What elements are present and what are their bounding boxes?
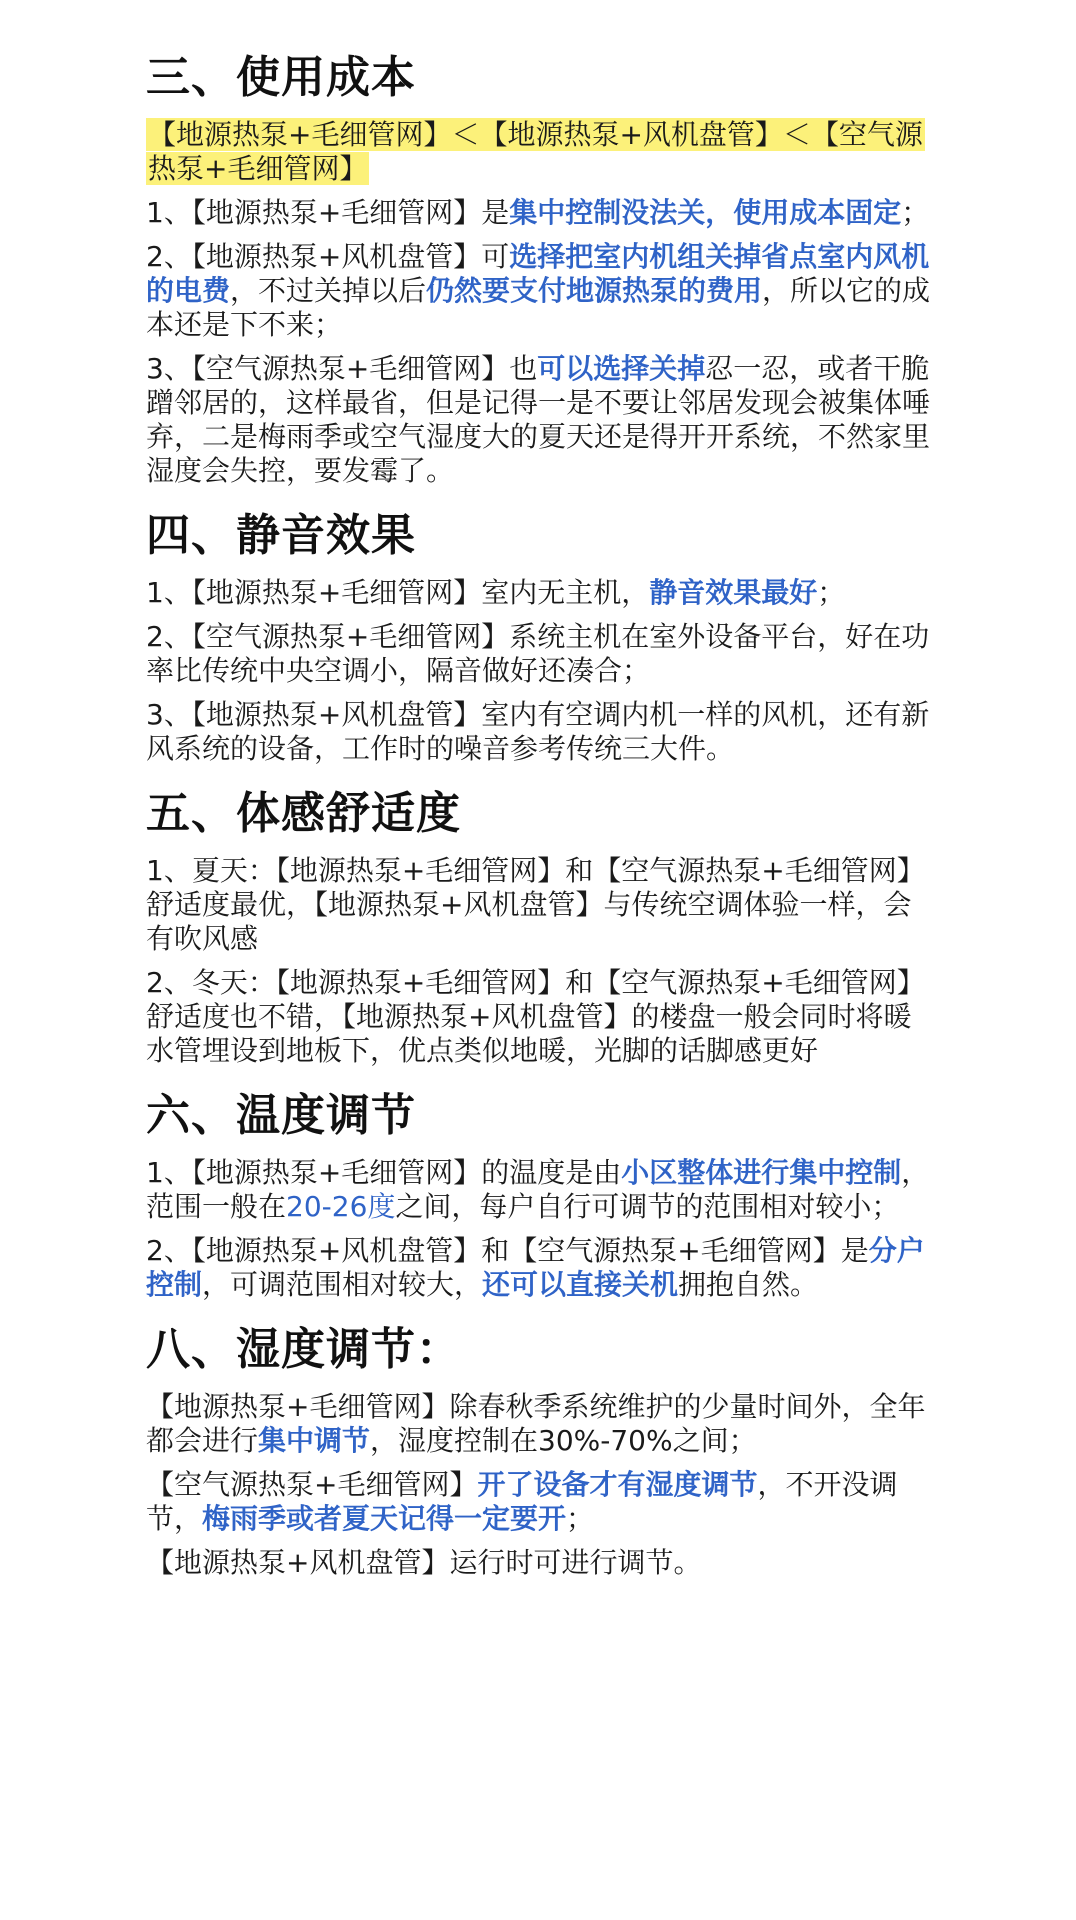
emphasis-text: 小区整体进行集中控制 xyxy=(621,1156,902,1189)
emphasis-text: 开了设备才有湿度调节 xyxy=(477,1468,758,1501)
text-span: ，可调范围相对较大， xyxy=(202,1268,483,1301)
paragraph xyxy=(146,1468,936,1536)
section-title: 六、温度调节 xyxy=(146,1090,416,1141)
text-span: 1、夏天：【地源热泵+毛细管网】和【空气源热泵+毛细管网】舒适度最优，【地源热泵+风机盘管】与传统空调体验一样，会有吹风感 xyxy=(146,854,925,955)
paragraph xyxy=(146,966,936,1068)
text-span: 拥抱自然。 xyxy=(678,1268,819,1301)
text-span: 【地源热泵+毛细管网】除春秋季系统维护的少量时间外，全年都会进行 xyxy=(146,1390,926,1457)
emphasis-text: 梅雨季或者夏天记得一定要开 xyxy=(202,1502,567,1535)
text-span: ，不开没调节， xyxy=(146,1468,898,1535)
emphasis-text: 集中调节 xyxy=(258,1424,371,1457)
text-span: ，范围一般在 xyxy=(146,1156,930,1223)
text-span: 之间，每户自行可调节的范围相对较小； xyxy=(395,1190,900,1223)
text-span: ，湿度控制在30%-70%之间； xyxy=(370,1424,757,1457)
section-silence xyxy=(146,508,936,766)
paragraph xyxy=(146,698,936,766)
paragraph xyxy=(146,1156,936,1224)
highlighted-text: 【地源热泵+毛细管网】＜【地源热泵+风机盘管】＜【空气源热泵+毛细管网】 xyxy=(148,118,923,185)
emphasis-text: 仍然要支付地源热泵的费用 xyxy=(426,274,763,307)
section-title: 五、体感舒适度 xyxy=(146,788,461,839)
text-span: ，不过关掉以后 xyxy=(230,274,427,307)
section-usage-cost xyxy=(146,50,936,488)
text-span: 【空气源热泵+毛细管网】 xyxy=(146,1468,478,1501)
text-span: ； xyxy=(901,196,930,229)
paragraph xyxy=(146,240,936,342)
text-span: 1、【地源热泵+毛细管网】是 xyxy=(146,196,510,229)
section-comfort xyxy=(146,786,936,1068)
text-span: 2、【地源热泵+风机盘管】可 xyxy=(146,240,510,273)
text-span: ，所以它的成本还是下不来； xyxy=(146,274,931,341)
section-title: 八、湿度调节： xyxy=(146,1324,461,1375)
text-span: 1、【地源热泵+毛细管网】的温度是由 xyxy=(146,1156,622,1189)
section-title: 三、使用成本 xyxy=(146,52,416,103)
text-span: 2、【空气源热泵+毛细管网】系统主机在室外设备平台，好在功率比传统中央空调小，隔音做好还凑合； xyxy=(146,620,930,687)
emphasis-text: 集中控制没法关，使用成本固定 xyxy=(509,196,902,229)
paragraph xyxy=(146,854,936,956)
text-span: 3、【地源热泵+风机盘管】室内有空调内机一样的风机，还有新风系统的设备，工作时的噪音参考传统三大件。 xyxy=(146,698,930,765)
text-span: 2、冬天：【地源热泵+毛细管网】和【空气源热泵+毛细管网】舒适度也不错，【地源热泵+风机盘管】的楼盘一般会同时将暖水管埋设到地板下，优点类似地暖，光脚的话脚感更好 xyxy=(146,966,925,1067)
emphasis-text: 分户控制 xyxy=(146,1234,925,1301)
paragraph xyxy=(146,1546,936,1580)
emphasis-text: 静音效果最好 xyxy=(649,576,818,609)
text-span: ； xyxy=(817,576,846,609)
paragraph xyxy=(146,1390,936,1458)
text-span: 1、【地源热泵+毛细管网】室内无主机， xyxy=(146,576,650,609)
paragraph xyxy=(146,352,936,488)
text-span: 【地源热泵+风机盘管】运行时可进行调节。 xyxy=(146,1546,702,1579)
paragraph xyxy=(146,1234,936,1302)
paragraph xyxy=(146,576,936,610)
text-span: ； xyxy=(566,1502,595,1535)
emphasis-text: 还可以直接关机 xyxy=(482,1268,679,1301)
text-span: 3、【空气源热泵+毛细管网】也 xyxy=(146,352,538,385)
text-span: 忍一忍，或者干脆蹭邻居的，这样最省，但是记得一是不要让邻居发现会被集体唾弃，二是梅雨季或空气湿度大的夏天还是得开开系统，不然家里湿度会失控，要发霉了。 xyxy=(146,352,931,487)
paragraph xyxy=(146,196,936,230)
temperature-range: 20-26度 xyxy=(286,1190,396,1223)
emphasis-text: 选择把室内机组关掉省点室内风机的电费 xyxy=(146,240,930,307)
section-humidity xyxy=(146,1322,936,1580)
paragraph xyxy=(146,620,936,688)
paragraph xyxy=(146,118,936,186)
section-temperature xyxy=(146,1088,936,1302)
text-span: 2、【地源热泵+风机盘管】和【空气源热泵+毛细管网】是 xyxy=(146,1234,869,1267)
section-title: 四、静音效果 xyxy=(146,510,416,561)
emphasis-text: 可以选择关掉 xyxy=(537,352,706,385)
